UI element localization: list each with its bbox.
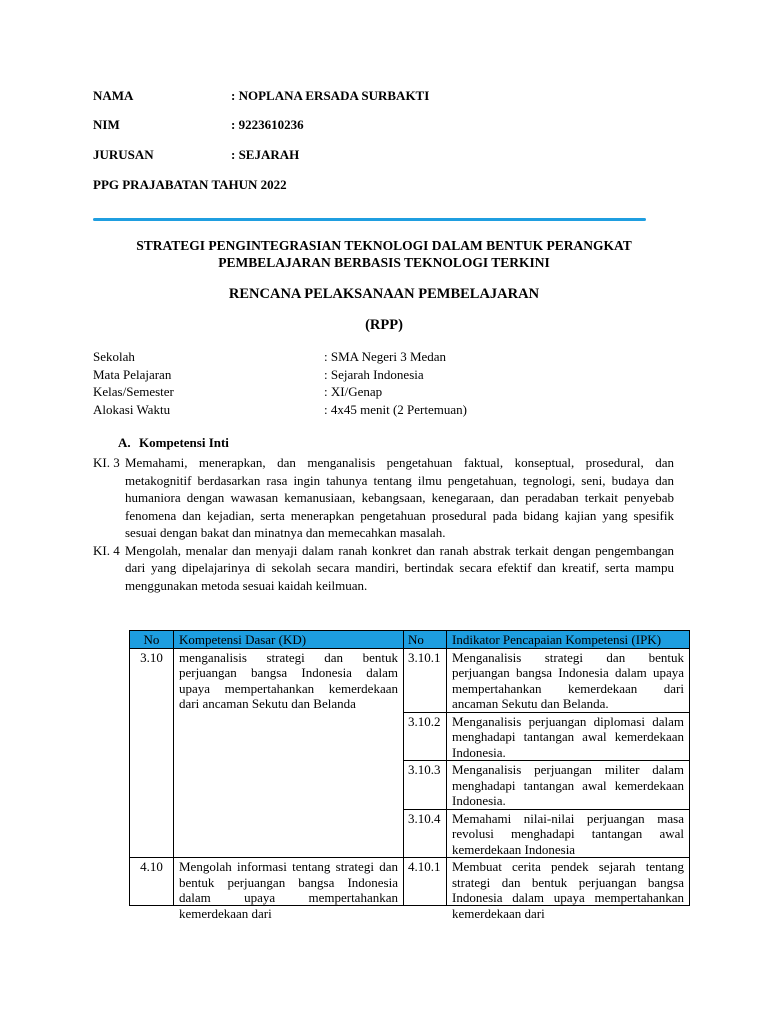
rencana-heading: RENCANA PELAKSANAAN PEMBELAJARAN <box>228 286 540 302</box>
ipk-text: Memahami nilai-nilai perjuangan masa revolusi menghadapi tantangan awal kemerdekaan Indonesia <box>447 809 690 858</box>
ipk-number: 3.10.4 <box>404 809 447 858</box>
nim-value: : 9223610236 <box>231 117 304 132</box>
ipk-number: 4.10.1 <box>404 858 447 906</box>
name-value: : NOPLANA ERSADA SURBAKTI <box>231 88 430 103</box>
kd-number: 4.10 <box>130 858 174 906</box>
section-number: A. <box>118 435 131 450</box>
ki-text: Memahami, menerapkan, dan menganalisis pengetahuan faktual, konseptual, prosedural, dan metakognitif berdasarkan rasa ingin tahunya tentang ilmu pengetahuan, tegnologi, seni, budaya dan humaniora dengan wawasan kemanusiaan, kebangsaan, kenegaraan, dan peradaban terkait penyebab fenomena dan kejadian, serta menerapkan pengetahuan prosedural pada bidang kajian yang spesifik sesuai dengan bakat dan minatnya dan memecahkan masalah. <box>125 455 674 540</box>
meta-label: Alokasi Waktu <box>93 401 171 417</box>
ki-4-item <box>93 542 674 595</box>
meta-value: : XI/Genap <box>324 384 383 399</box>
ki-text: Mengolah, menalar dan menyaji dalam ranah konkret dan ranah abstrak terkait dengan pengembangan dari yang dipelajarinya di sekolah secara mandiri, bertindak secara efektif dan kreatif, serta mampu menggunakan metoda sesuai kaidah keilmuan. <box>125 542 674 593</box>
kd-cell <box>174 858 404 921</box>
ipk-text: Menganalisis strategi dan bentuk perjuangan bangsa Indonesia dalam upaya mempertahankan kemerdekaan dari ancaman Sekutu dan Belanda. <box>447 648 690 712</box>
header-kd: Kompetensi Dasar (KD) <box>174 631 404 649</box>
nim-label: NIM <box>93 117 120 132</box>
jurusan-label: JURUSAN <box>93 147 154 162</box>
ipk-text: Menganalisis perjuangan diplomasi dalam menghadapi tantangan awal kemerdekaan Indonesia. <box>447 712 690 761</box>
table-row <box>130 858 690 906</box>
kd-number: 3.10 <box>130 648 174 858</box>
name-label: NAMA <box>93 88 134 103</box>
kd-ipk-table <box>129 630 690 921</box>
meta-value: : Sejarah Indonesia <box>324 366 424 382</box>
section-title: Kompetensi Inti <box>139 435 229 450</box>
kompetensi-inti-heading <box>118 435 229 451</box>
meta-value: : SMA Negeri 3 Medan <box>324 349 447 364</box>
header-no-ipk: No <box>404 631 447 649</box>
ipk-number: 3.10.2 <box>404 712 447 761</box>
kd-text: menganalisis strategi dan bentuk perjuangan bangsa Indonesia dalam upaya mempertahankan kemerdekaan dari ancaman Sekutu dan Belanda <box>174 648 404 858</box>
ipk-text: Membuat cerita pendek sejarah tentang strategi dan bentuk perjuangan bangsa Indonesia dalam upaya mempertahankan kemerdekaan dari <box>452 859 684 921</box>
header-no: No <box>130 631 174 649</box>
meta-label: Mata Pelajaran <box>93 366 172 382</box>
meta-value: : 4x45 menit (2 Pertemuan) <box>324 401 467 417</box>
table-header-row <box>130 631 690 649</box>
jurusan-value: : SEJARAH <box>231 147 300 162</box>
header-ipk: Indikator Pencapaian Kompetensi (IPK) <box>447 631 690 649</box>
ipk-text: Menganalisis perjuangan militer dalam menghadapi tantangan awal kemerdekaan Indonesia. <box>447 761 690 810</box>
header-divider <box>93 218 646 221</box>
document-title <box>80 237 688 271</box>
rpp-heading: (RPP) <box>365 317 403 333</box>
ki-label: KI. 3 <box>93 455 120 470</box>
table-row <box>130 648 690 712</box>
title-line-2: PEMBELAJARAN BERBASIS TEKNOLOGI TERKINI <box>218 255 550 270</box>
ipk-cell <box>447 858 690 921</box>
ppg-line: PPG PRAJABATAN TAHUN 2022 <box>93 177 287 192</box>
title-line-1: STRATEGI PENGINTEGRASIAN TEKNOLOGI DALAM BENTUK PERANGKAT <box>136 238 632 253</box>
ki-label: KI. 4 <box>93 542 120 558</box>
meta-label: Sekolah <box>93 349 135 364</box>
ipk-number: 3.10.3 <box>404 761 447 810</box>
ipk-number: 3.10.1 <box>404 648 447 712</box>
meta-label: Kelas/Semester <box>93 384 174 399</box>
ki-3-item <box>93 454 674 542</box>
kd-text: Mengolah informasi tentang strategi dan bentuk perjuangan bangsa Indonesia dalam upaya mempertahankan kemerdekaan dari <box>179 859 398 921</box>
